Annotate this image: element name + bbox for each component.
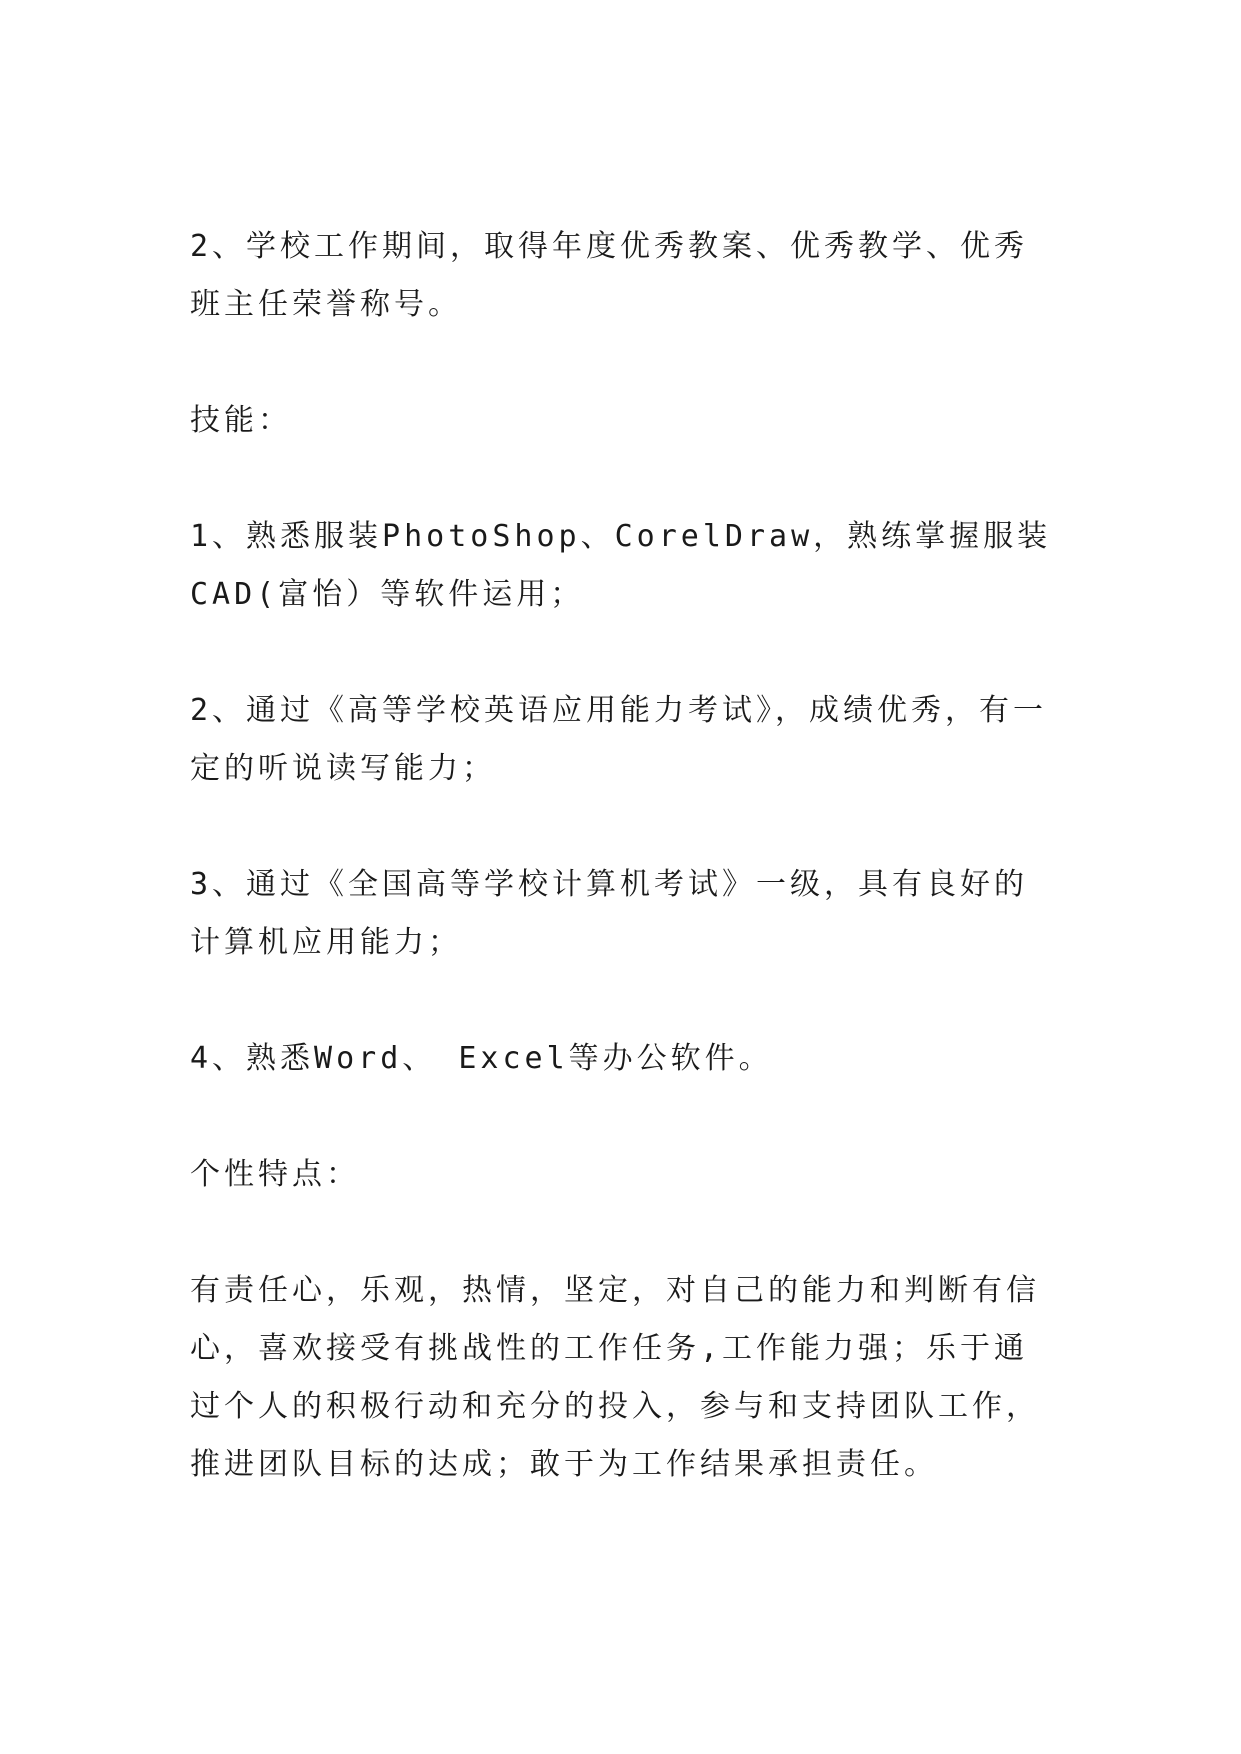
skill-item-3: 3、通过《全国高等学校计算机考试》一级，具有良好的计算机应用能力； <box>190 867 1029 960</box>
skill-item-1: 1、熟悉服装PhotoShop、CorelDraw，熟练掌握服装CAD(富怡）等软件运用； <box>190 519 1052 612</box>
award-paragraph: 2、学校工作期间，取得年度优秀教案、优秀教学、优秀班主任荣誉称号。 <box>190 229 1029 322</box>
personality-heading: 个性特点： <box>190 1157 360 1192</box>
skill-item-4: 4、熟悉Word、 Excel等办公软件。 <box>190 1041 773 1076</box>
personality-paragraph: 有责任心，乐观，热情，坚定，对自己的能力和判断有信心，喜欢接受有挑战性的工作任务,工作能力强；乐于通过个人的积极行动和充分的投入，参与和支持团队工作，推进团队目标的达成；敢于为工作结果承担责任。 <box>190 1273 1040 1482</box>
document-body <box>190 218 1058 1494</box>
skills-heading: 技能： <box>190 403 292 438</box>
skill-item-2: 2、通过《高等学校英语应用能力考试》，成绩优秀，有一定的听说读写能力； <box>190 693 1048 786</box>
